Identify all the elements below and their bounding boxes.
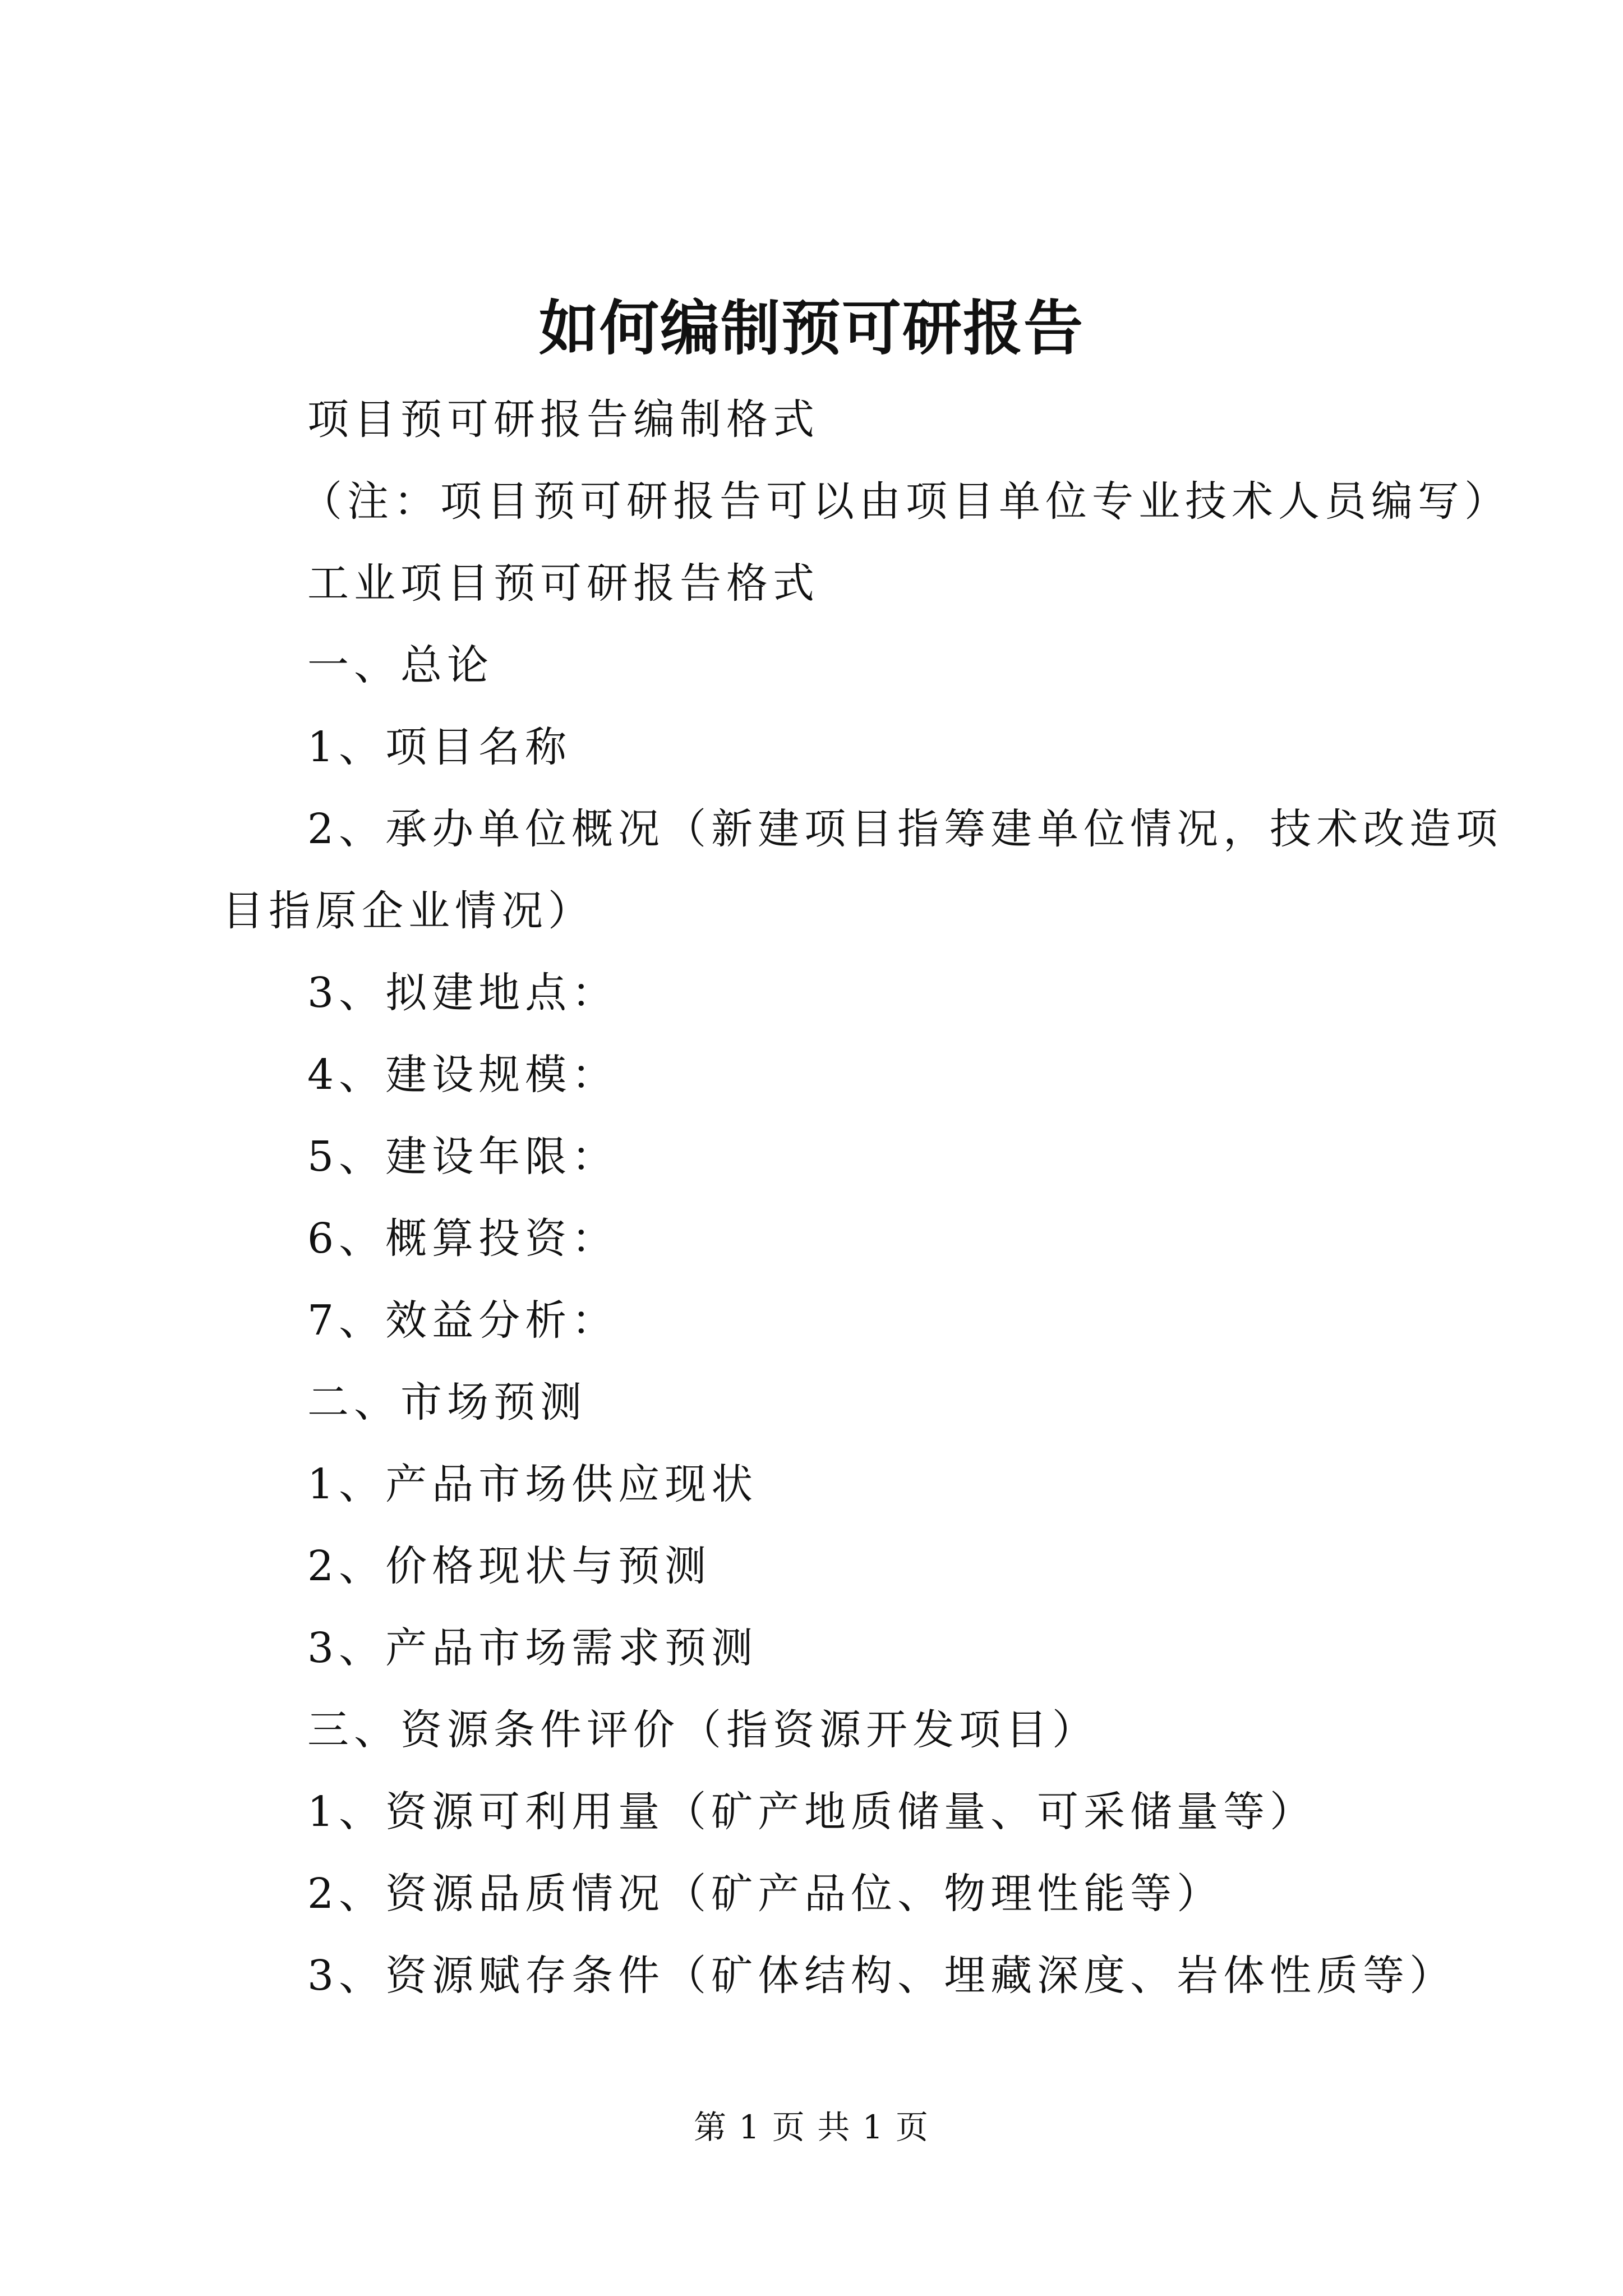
- body-line: 7、效益分析：: [307, 1296, 619, 1345]
- body-line: 1、项目名称: [307, 723, 572, 771]
- body-line: 6、概算投资：: [307, 1214, 619, 1263]
- body-line: 3、拟建地点：: [307, 969, 619, 1017]
- document-title: 如何编制预可研报告: [539, 293, 1084, 363]
- body-line-continuation: 目指原企业情况）: [222, 887, 594, 935]
- body-line: 1、产品市场供应现状: [307, 1460, 758, 1508]
- body-line: 工业项目预可研报告格式: [307, 559, 819, 608]
- page-footer: 第 1 页 共 1 页: [694, 2108, 929, 2146]
- document-body: [222, 379, 1511, 2017]
- body-line: 1、资源可利用量（矿产地质储量、可采储量等）: [307, 1788, 1317, 1836]
- body-line: （注：项目预可研报告可以由项目单位专业技术人员编写）: [301, 477, 1511, 526]
- body-line: 2、资源品质情况（矿产品位、物理性能等）: [307, 1870, 1224, 1918]
- body-line: 三、资源条件评价（指资源开发项目）: [307, 1706, 1099, 1754]
- body-line: 5、建设年限：: [307, 1133, 619, 1181]
- body-line: 二、市场预测: [307, 1378, 587, 1427]
- body-line: 4、建设规模：: [307, 1051, 619, 1099]
- body-line: 项目预可研报告编制格式: [307, 395, 819, 444]
- body-line: 一、总论: [307, 641, 494, 689]
- body-line: 2、价格现状与预测: [307, 1542, 712, 1590]
- body-line: 3、资源赋存条件（矿体结构、埋藏深度、岩体性质等）: [307, 1952, 1456, 2000]
- body-line: 3、产品市场需求预测: [307, 1624, 758, 1672]
- body-line: 2、承办单位概况（新建项目指筹建单位情况，技术改造项: [307, 805, 1503, 853]
